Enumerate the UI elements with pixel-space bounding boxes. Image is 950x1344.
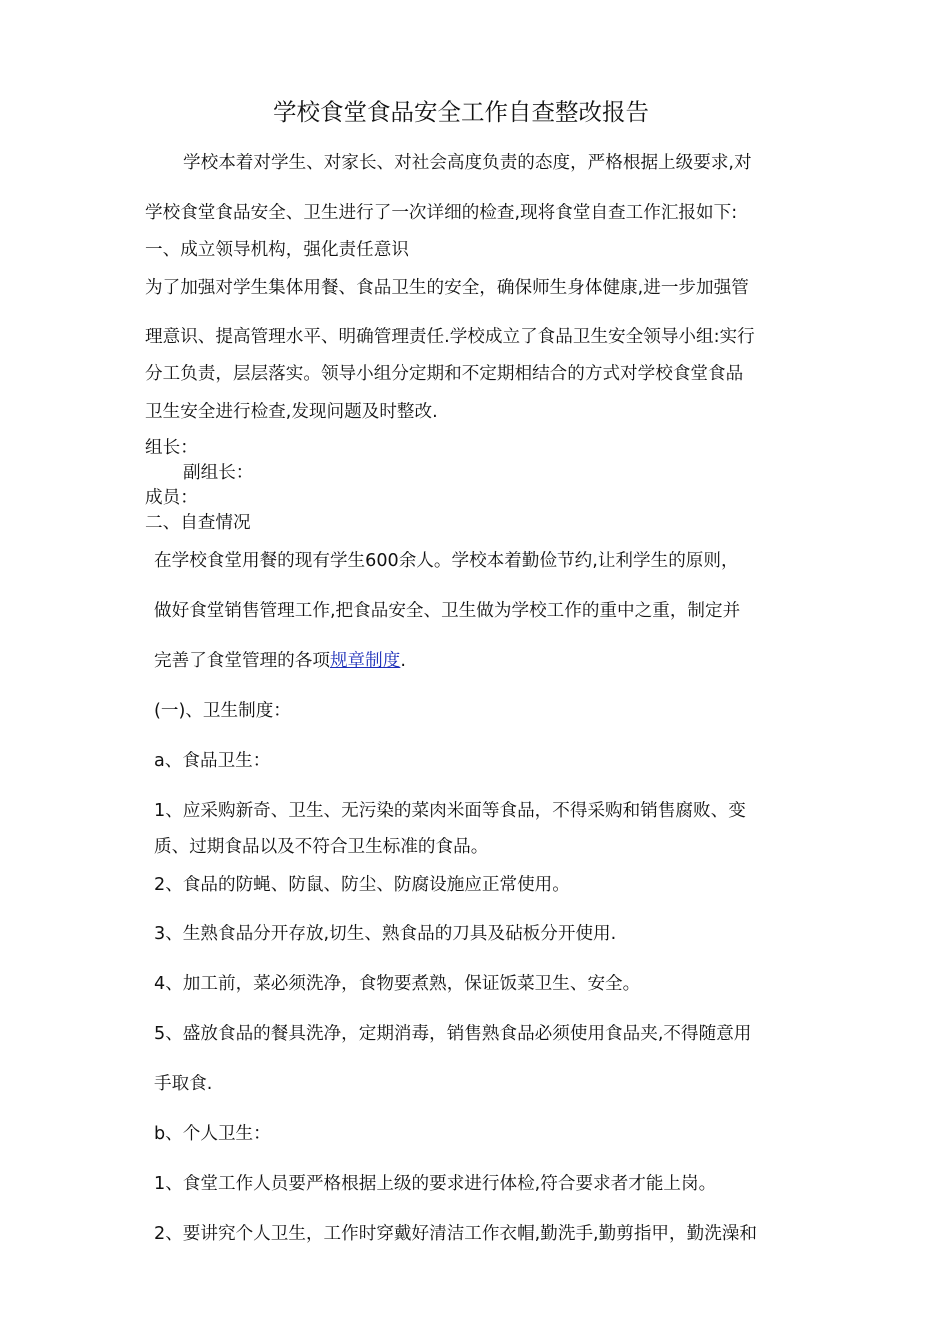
food-hygiene-item-2: 2、食品的防蝇、防鼠、防尘、防腐设施应正常使用。 — [154, 875, 570, 895]
food-hygiene-item-5: 5、盛放食品的餐具洗净，定期消毒，销售熟食品必须使用食品夹,不得随意用 — [154, 1024, 752, 1044]
food-hygiene-item-5-cont: 手取食. — [154, 1074, 213, 1094]
section-1-paragraph-line-4: 卫生安全进行检查,发现问题及时整改. — [145, 402, 438, 422]
section-1-paragraph-line-2: 理意识、提高管理水平、明确管理责任.学校成立了食品卫生安全领导小组:实行 — [145, 327, 755, 347]
food-hygiene-item-3: 3、生熟食品分开存放,切生、熟食品的刀具及砧板分开使用. — [154, 924, 617, 944]
hygiene-system-heading: (一)、卫生制度： — [154, 701, 291, 721]
section-1-paragraph-line-3: 分工负责，层层落实。领导小组分定期和不定期相结合的方式对学校食堂食品 — [145, 364, 744, 384]
intro-line-1: 学校本着对学生、对家长、对社会高度负责的态度，严格根据上级要求,对 — [183, 153, 752, 173]
section-2-paragraph-line-1: 在学校食堂用餐的现有学生600余人。学校本着勤俭节约,让利学生的原则， — [154, 551, 739, 571]
food-hygiene-item-1: 1、应采购新奇、卫生、无污染的菜肉米面等食品，不得采购和销售腐败、变 — [154, 801, 746, 821]
section-2-paragraph-line-3 — [154, 649, 406, 673]
regulations-link[interactable]: 规章制度 — [329, 651, 401, 671]
food-hygiene-heading: a、食品卫生： — [154, 751, 271, 771]
document-title: 学校食堂食品安全工作自查整改报告 — [273, 98, 649, 126]
section-1-heading: 一、成立领导机构，强化责任意识 — [145, 240, 409, 260]
food-hygiene-item-1-cont: 质、过期食品以及不符合卫生标准的食品。 — [154, 837, 489, 857]
section-2-heading: 二、自查情况 — [145, 513, 251, 533]
section-2-paragraph-line-3-end: . — [400, 651, 406, 671]
personal-hygiene-heading: b、个人卫生： — [154, 1124, 271, 1144]
personal-hygiene-item-2: 2、要讲究个人卫生，工作时穿戴好清洁工作衣帽,勤洗手,勤剪指甲，勤洗澡和 — [154, 1224, 757, 1244]
personal-hygiene-item-1: 1、食堂工作人员要严格根据上级的要求进行体检,符合要求者才能上岗。 — [154, 1174, 717, 1194]
food-hygiene-item-4: 4、加工前，菜必须洗净，食物要煮熟，保证饭菜卫生、安全。 — [154, 974, 641, 994]
section-2-paragraph-line-2: 做好食堂销售管理工作,把食品安全、卫生做为学校工作的重中之重，制定并 — [154, 601, 741, 621]
section-2-paragraph-line-3-text: 完善了食堂管理的各项 — [154, 651, 330, 671]
section-1-paragraph-line-1: 为了加强对学生集体用餐、食品卫生的安全，确保师生身体健康,进一步加强管 — [145, 278, 749, 298]
members-label: 成员： — [145, 488, 198, 508]
leader-label: 组长： — [145, 438, 198, 458]
deputy-leader-label: 副组长： — [183, 463, 254, 483]
intro-line-2: 学校食堂食品安全、卫生进行了一次详细的检查,现将食堂自查工作汇报如下: — [145, 203, 738, 223]
